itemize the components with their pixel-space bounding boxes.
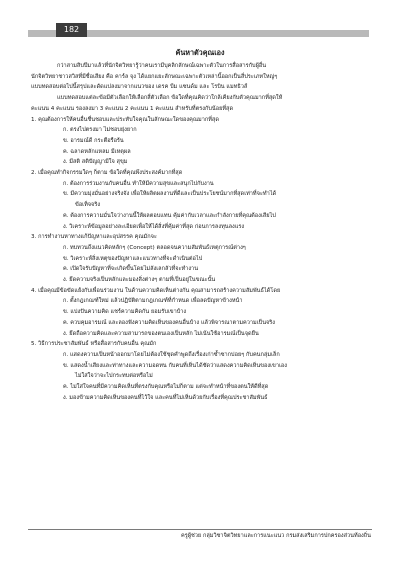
answer-option: ค. ควบคุมอารมณ์ และลองฟังความคิดเห็นของคนอื่นบ้าง แล้วพิจารณาตามความเป็นจริง — [63, 319, 276, 326]
question-label: 3. การทำงานหาทางแก้ปัญหาและอุปสรรค คุณมักจะ — [31, 234, 157, 241]
answer-option: ง. ยึดถือความคิดและความสามารถของตนเองเป็นหลัก ไม่เน้นใช้อารมณ์เป็นจุดยืน — [63, 330, 259, 337]
answer-option: ก. แสดงความเป็นหน้าออกมาโดยไม่ต้องใช้ชุดคำพูดถึงเรื่องเก่าซ้ำซากบ่อยๆ กับคนกลุ่มเล็ก — [63, 351, 280, 358]
answer-option: ค. ฉลาดหลักแหลม มีเหตุผล — [63, 148, 131, 155]
intro-line: แบบทดสอบแต่ละข้อมีตัวเลือกให้เลือกสี่ตัวเลือก ข้อใดที่คุณคิดว่าใกล้เคียงกับตัวคุณมากที่สุดให้ — [57, 95, 283, 102]
footer-text: ครูผู้ช่วย กลุ่มวิชาจิตวิทยาและการแนะแนว กรมส่งเสริมการปกครองส่วนท้องถิ่น — [180, 533, 371, 539]
question-label: 2. เมื่อคุณทำกิจกรรมใดๆ ก็ตาม ข้อใดที่คุณพึงประสงค์มากที่สุด — [31, 170, 183, 177]
answer-option: ง. วิเคราะห์ข้อมูลอย่างละเอียดเพื่อให้ได้สิ่งที่คุ้มค่าที่สุด ก่อนการลงทุนลงแรง — [63, 223, 245, 230]
answer-option: ง. ยึดความจริงเป็นหลักและมองสิ่งต่างๆ ตามที่เป็นอยู่ในขณะนั้น — [63, 277, 216, 284]
question-label: 1. คุณต้องการให้คนอื่นชื่นชอบและประทับใจคุณในลักษณะใดของคุณมากที่สุด — [31, 116, 219, 123]
answer-option: ข. มีความมุ่งมั่นอย่างจริงจัง เพื่อให้ผลิตผลงานที่ดีและเป็นประโยชน์มากที่สุดเท่าที่จะทำได้ — [63, 191, 277, 198]
answer-option: ง. มีสติ สติปัญญามีใจ สุขุม — [63, 159, 128, 166]
answer-option: ข. วิเคราะห์สิ่งเหตุของปัญหาและแนวทางที่จะดำเนินต่อไป — [63, 255, 203, 262]
page-number: 182 — [56, 23, 87, 37]
intro-line: คะแนน 4 คะแนน รองลงมา 3 คะแนน 2 คะแนน 1 คะแนน สำหรับที่ตรงกับน้อยที่สุด — [31, 105, 234, 112]
answer-option: ข. แสดงน้ำเสียงและท่าทางและความอดทน กับคนที่เห็นได้ชัดว่าแสดงความคิดเห็นของเขาเอง — [63, 362, 287, 369]
answer-option-continued: ข้อเท็จจริง — [75, 202, 101, 209]
answer-option: ข. แบ่งปันความคิด แชร์ความคิดกัน ยอมรับเขาบ้าง — [63, 309, 187, 316]
answer-option: ก. ตั้งกฎเกณฑ์ใหม่ แล้วปฏิบัติตามกฎเกณฑ์ที่กำหนด เพื่อลดปัญหาข้างหน้า — [63, 298, 243, 305]
intro-line: กว่าสามสิบปีมาแล้วที่นักจิตวิทยารู้ว่าคนเรามีบุคลิกลักษณ์เฉพาะตัวในการสื่อสารกับผู้อื่น — [57, 63, 267, 69]
page-title: ค้นหาตัวคุณเอง — [175, 48, 225, 57]
footer-divider — [28, 529, 372, 530]
answer-option: ก. ทบทวนถึงแนวคิดหลักๆ (Concept) ตลอดจนความสัมพันธ์เหตุการณ์ต่างๆ — [63, 244, 246, 251]
answer-option: ค. ต้องการความมั่นใจว่างานนี้ให้ผลตอบแทน คุ้มค่ากับเวลาและกำลังกายที่คุณต้องเสียไป — [63, 212, 276, 219]
answer-option: ข. อารมณ์ดี กระตือรือร้น — [63, 137, 124, 144]
intro-line: นักจิตวิทยาชาวสวิสที่มีชื่อเสียง คือ คาร์ล จุง ได้แยกแยะลักษณะเฉพาะตัวเหล่านี้ออกเป็นสี่ประเภทใหญ่ๆ — [31, 73, 278, 80]
answer-option: ก. ต้องการร่วมงานกับคนอื่น ทำให้มีความสุขและสนุกไปกับงาน — [63, 180, 214, 187]
answer-option: ค. ไม่ใส่ใจคนที่มีความคิดเห็นที่ตรงกับคุณหรือไม่ก็ตาม แต่จะทำหน้าที่ของตนให้ดีที่สุด — [63, 384, 269, 391]
answer-option-continued: ไม่ใส่ใจว่าจะไปกระทบต่อหรือไม่ — [75, 373, 153, 380]
question-label: 4. เมื่อคุณมีข้อขัดแย้งกับเพื่อนร่วมงาน ในด้านความคิดเห็นต่างกัน คุณสามารถสร้างความสัมพันธ์ได้โดย — [31, 287, 281, 294]
answer-option: ก. ตรงไปตรงมา ไม่ชอบยุ่งยาก — [63, 127, 137, 134]
answer-option: ค. เปิดใจรับปัญหาที่จะเกิดขึ้นโดยไม่ลังเลกลัวที่จะทำงาน — [63, 266, 199, 273]
answer-option: ง. มองข้ามความคิดเห็นของคนที่ไว้ใจ และคนที่ไม่เห็นด้วยกับเรื่องที่คุณประชาสัมพันธ์ — [63, 394, 268, 401]
question-list — [31, 115, 371, 404]
question-label: 5. วิธีการประชาสัมพันธ์ หรือสื่อสารกับคนอื่น คุณมัก — [31, 341, 157, 348]
document-body — [31, 61, 371, 404]
intro-line: แบบทดสอบต่อไปนี้สรุปและดัดแปลงมาจากแนวของ เดรค บีม แซนด์ม และ โรบิน แมทธิวส์ — [31, 84, 248, 91]
